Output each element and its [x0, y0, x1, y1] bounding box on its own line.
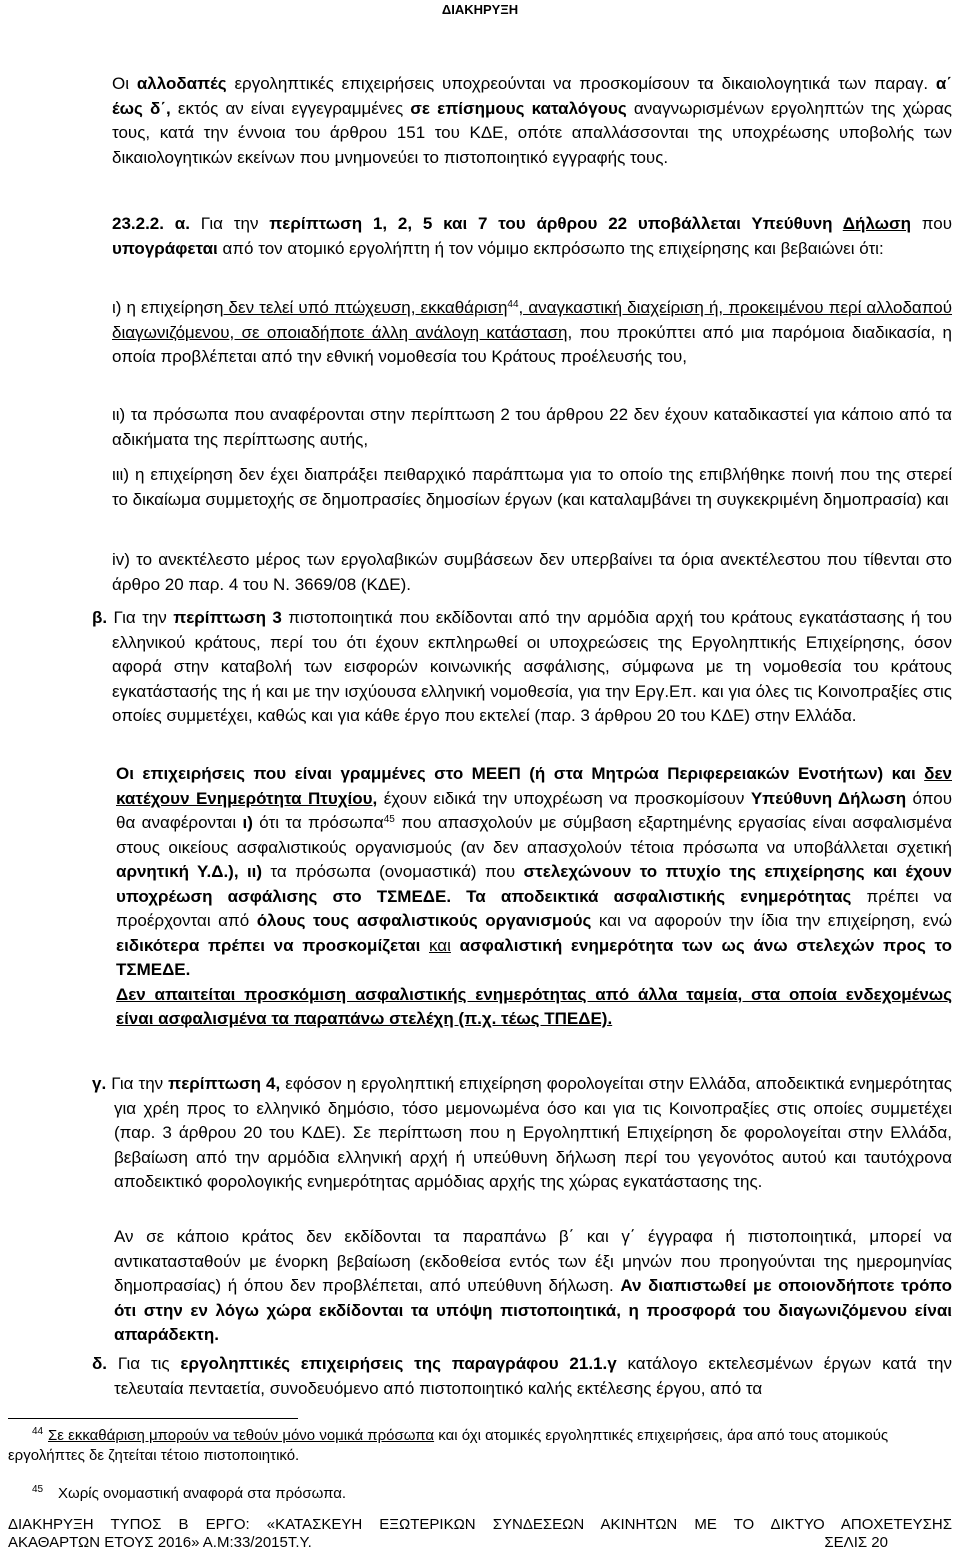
text-bold: περίπτωση 4, — [168, 1074, 281, 1093]
text: έχουν ειδικά την υποχρέωση να προσκομίσουν — [377, 788, 751, 808]
text: εφόσον η εργοληπτική επιχείρηση φορολογείται στην Ελλάδα, αποδεικτικά ενημερότητας για χρέη προς το ελληνικό δημόσιο, τόσο μεμονωμένα όσο και για τις Κοινοπραξίες στις οποίες συμμετέχει (παρ. 3 άρθρου 20 του ΚΔΕ). Σε περίπτωση που η Εργοληπτική Επιχείρηση δε φορολογείται στην Ελλάδα, βεβαίωση από την αρμόδια ελληνική αρχή ή υπεύθυνη δήλωση περί του γεγονότος αυτού και ταυτόχρονα αποδεικτικό φορολογικής ενημερότητας αρμόδιας αρχής της χώρας εγκατάστασης της. — [114, 1074, 952, 1191]
text: αναγνωρισμένων εργοληπτών της χώρας τους, κατά την έννοια του άρθρου 151 του ΚΔΕ, οπότε απαλλάσσονται της υποχρέωσης υποβολής των δικαιολογητικών εκείνων που μνημονεύει το πιστοποιητικό εγγραφής τους. — [112, 98, 952, 167]
footnote-ref[interactable]: 45 — [383, 814, 395, 825]
text-bold: περίπτωση 3 — [173, 608, 282, 627]
text-bold: Αν διαπιστωθεί με οποιονδήποτε τρόπο ότι στην εν λόγω χώρα εκδίδονται τα υπόψη πιστοποιητικά, η προσφορά του διαγωνιζόμενου είναι απαράδεκτη. — [114, 1276, 952, 1344]
text-bold: α΄ έως δ΄, — [112, 74, 952, 118]
text: από τον ατομικό εργολήπτη ή τον νόμιμο εκπρόσωπο της επιχείρησης και βεβαιώνει ότι: — [217, 238, 884, 258]
text: Για τις — [107, 1354, 181, 1373]
text-underlined: , αναγκαστική διαχείριση ή, προκειμένου περί αλλοδαπού διαγωνιζόμενου, σε οποιαδήποτε άλλη ανάλογη κατάσταση — [112, 298, 952, 342]
text: Οι — [112, 74, 137, 93]
item-iv: iv) το ανεκτέλεστο μέρος των εργολαβικών συμβάσεων δεν υπερβαίνει τα όρια ανεκτέλεστου που τίθενται στο άρθρο 20 παρ. 4 του Ν. 3669/08 (ΚΔΕ). — [112, 550, 952, 594]
text-bold: εργοληπτικές επιχειρήσεις της παραγράφου 21.1.γ — [180, 1354, 617, 1373]
text-bold: ειδικότερα πρέπει να προσκομίζεται — [116, 935, 430, 955]
section-d — [92, 1352, 952, 1401]
text: τα πρόσωπα (ονομαστικά) που — [262, 862, 524, 881]
footnote-45 — [8, 1484, 952, 1504]
footnote-separator — [8, 1418, 298, 1419]
text: Για την — [189, 214, 270, 233]
text-underlined: και — [429, 935, 451, 955]
intro-paragraph — [112, 72, 952, 170]
text-bold: ι) — [242, 813, 253, 832]
text-bold: αλλοδαπές — [136, 74, 227, 93]
section-letter: β. — [92, 608, 108, 627]
text-bold: Οι επιχειρήσεις που είναι γραμμένες στο ΜΕΕΠ (ή στα Μητρώα Περιφερειακών Ενοτήτων) και — [116, 764, 925, 783]
text: κατάλογο εκτελεσμένων έργων κατά την τελευταία πενταετία, συνοδευόμενο από πιστοποιητικό καλής εκτέλεσης έργου, από τα — [114, 1354, 952, 1398]
text-bold: Υπεύθυνη Δήλωση — [750, 788, 907, 808]
section-g — [92, 1072, 952, 1195]
page-footer — [8, 1516, 952, 1552]
text — [239, 862, 247, 881]
page-header: ΔΙΑΚΗΡΥΞΗ — [441, 2, 519, 17]
item-ii: ιι) τα πρόσωπα που αναφέρονται στην περίπτωση 2 του άρθρου 22 δεν έχουν καταδικαστεί για κάποιο από τα αδικήματα της περίπτωσης αυτής, — [112, 405, 952, 449]
footnote-44 — [8, 1426, 952, 1466]
footnote-number: 45 — [32, 1484, 44, 1495]
text: που απασχολούν με σύμβαση εξαρτημένης εργασίας είναι ασφαλισμένα στους οικείους ασφαλιστικούς οργανισμούς (αν δεν απασχολούν τέτοια πρόσωπα να υποβάλλεται σχετική — [116, 813, 952, 857]
footnote-text: Χωρίς ονομαστική αναφορά στα πρόσωπα. — [58, 1485, 347, 1502]
section-number: 23.2.2. α. — [112, 214, 190, 233]
text-bold: υπογράφεται — [112, 238, 218, 258]
text: πιστοποιητικά που εκδίδονται από την αρμόδια αρχή του κράτους εγκατάστασης ή του ελληνικού κράτους, περί του ότι έχουν εκπληρωθεί οι υποχρεώσεις της Εργοληπτικής Επιχείρησης, όσον αφορά στην καταβολή των εισφορών κοινωνικής ασφάλισης, σύμφωνα με τη νομοθεσία του κράτους εγκατάστασής της ή και με την ισχύουσα ελληνική νομοθεσία, για την Εργ.Επ. και για όλες τις Κοινοπραξίες στις οποίες συμμετέχει, καθώς και για κάθε έργο που εκτελεί (παρ. 3 άρθρου 20 του ΚΔΕ) στην Ελλάδα. — [112, 608, 952, 725]
text-bold: ιι) — [246, 862, 263, 881]
text-bold: αρνητική Υ.Δ.), — [116, 862, 239, 881]
footnote-text: και όχι ατομικές εργοληπτικές επιχειρήσεις, άρα από τους ατομικούς εργολήπτες δε ζητείται τέτοιο πιστοποιητικό. — [8, 1427, 889, 1464]
text-underlined: δεν τελεί υπό πτώχευση, εκκαθάριση — [223, 298, 508, 317]
text: Για την — [107, 608, 174, 627]
text-bold-underlined: Δήλωση — [842, 214, 911, 233]
paragraph-an — [114, 1225, 952, 1348]
text: , που προκύπτει από μια παρόμοια διαδικασία, η οποία προβλέπεται από την εθνική νομοθεσία του Κράτους προέλευσής του, — [112, 322, 952, 366]
text: πρέπει να προέρχονται από — [116, 886, 953, 930]
text: εργοληπτικές επιχειρήσεις υποχρεούνται να προσκομίσουν τα δικαιολογητικά των παραγ. — [226, 74, 936, 93]
text: εκτός αν είναι εγγεγραμμένες — [170, 98, 411, 118]
footer-line: ΔΙΑΚΗΡΥΞΗ ΤΥΠΟΣ Β ΕΡΓΟ: «ΚΑΤΑΣΚΕΥΗ ΕΞΩΤΕΡΙΚΩΝ ΣΥΝΔΕΣΕΩΝ ΑΚΙΝΗΤΩΝ ΜΕ ΤΟ ΔΙΚΤΥΟ ΑΠΟΧΕΤΕΥΣΗΣ — [8, 1516, 952, 1533]
section-letter: δ. — [92, 1354, 108, 1373]
footer-project-code: ΑΚΑΘΑΡΤΩΝ ΕΤΟΥΣ 2016» Α.Μ:33/2015Τ.Υ. — [8, 1534, 312, 1551]
text: που — [910, 214, 953, 233]
page-number: ΣΕΛΙΣ 20 — [824, 1534, 888, 1551]
text: και να αφορούν την ίδια την επιχείρηση, ενώ — [591, 911, 952, 930]
item-i — [112, 296, 952, 370]
meep-paragraph — [116, 762, 952, 1032]
text-bold-underlined: δεν κατέχουν Ενημερότητα Πτυχίου, — [116, 764, 952, 808]
item-iii: ιιι) η επιχείρηση δεν έχει διαπράξει πειθαρχικό παράπτωμα για το οποίο της επιβλήθηκε ποινή που της στερεί το δικαίωμα συμμετοχής σε δημοπρασίες δημοσίων έργων (και καταλαμβάνει τη συγκεκριμένη δημοπρασία) και — [112, 465, 952, 509]
text: όπου θα αναφέρονται — [116, 788, 952, 832]
footnote-number: 44 — [32, 1426, 44, 1437]
section-b — [92, 606, 952, 729]
text-bold: στελεχώνουν το πτυχίο της επιχείρησης και έχουν υποχρέωση ασφάλισης στο ΤΣΜΕΔΕ. Τα αποδεικτικά ασφαλιστικής ενημερότητας — [116, 862, 952, 906]
text: Αν σε κάποιο κράτος δεν εκδίδονται τα παραπάνω β΄ και γ΄ έγγραφα ή πιστοποιητικά, μπορεί να αντικατασταθούν με ένορκη βεβαίωση (εκδοθείσα εντός των έξι μηνών που προηγούνται της ημερομηνίας δημοπρασίας) ή όπου δεν προβλέπεται, από υπεύθυνη δήλωση. — [114, 1227, 952, 1295]
section-letter: γ. — [92, 1074, 107, 1093]
text: ότι τα πρόσωπα — [252, 813, 384, 832]
text-bold: περίπτωση 1, 2, 5 και 7 του άρθρου 22 υποβάλλεται Υπεύθυνη — [269, 214, 843, 233]
text-bold: σε επίσημους καταλόγους — [410, 98, 627, 118]
text: Για την — [106, 1074, 169, 1093]
footnote-ref[interactable]: 44 — [507, 299, 519, 310]
footnote-text-underlined: Σε εκκαθάριση μπορούν να τεθούν μόνο νομικά πρόσωπα — [48, 1427, 435, 1444]
text-bold-underlined: Δεν απαιτείται προσκόμιση ασφαλιστικής ενημερότητας από άλλα ταμεία, στα οποία ενδεχομένως είναι ασφαλισμένα τα παραπάνω στελέχη (π.χ. τέως ΤΠΕΔΕ). — [116, 984, 952, 1028]
section-a — [112, 212, 952, 261]
text-bold: όλους τους ασφαλιστικούς οργανισμούς — [256, 911, 592, 930]
text-bold: ασφαλιστική ενημερότητα των ως άνω στελεχών προς το ΤΣΜΕΔΕ. — [116, 935, 952, 979]
text: ι) η επιχείρηση — [112, 298, 224, 317]
